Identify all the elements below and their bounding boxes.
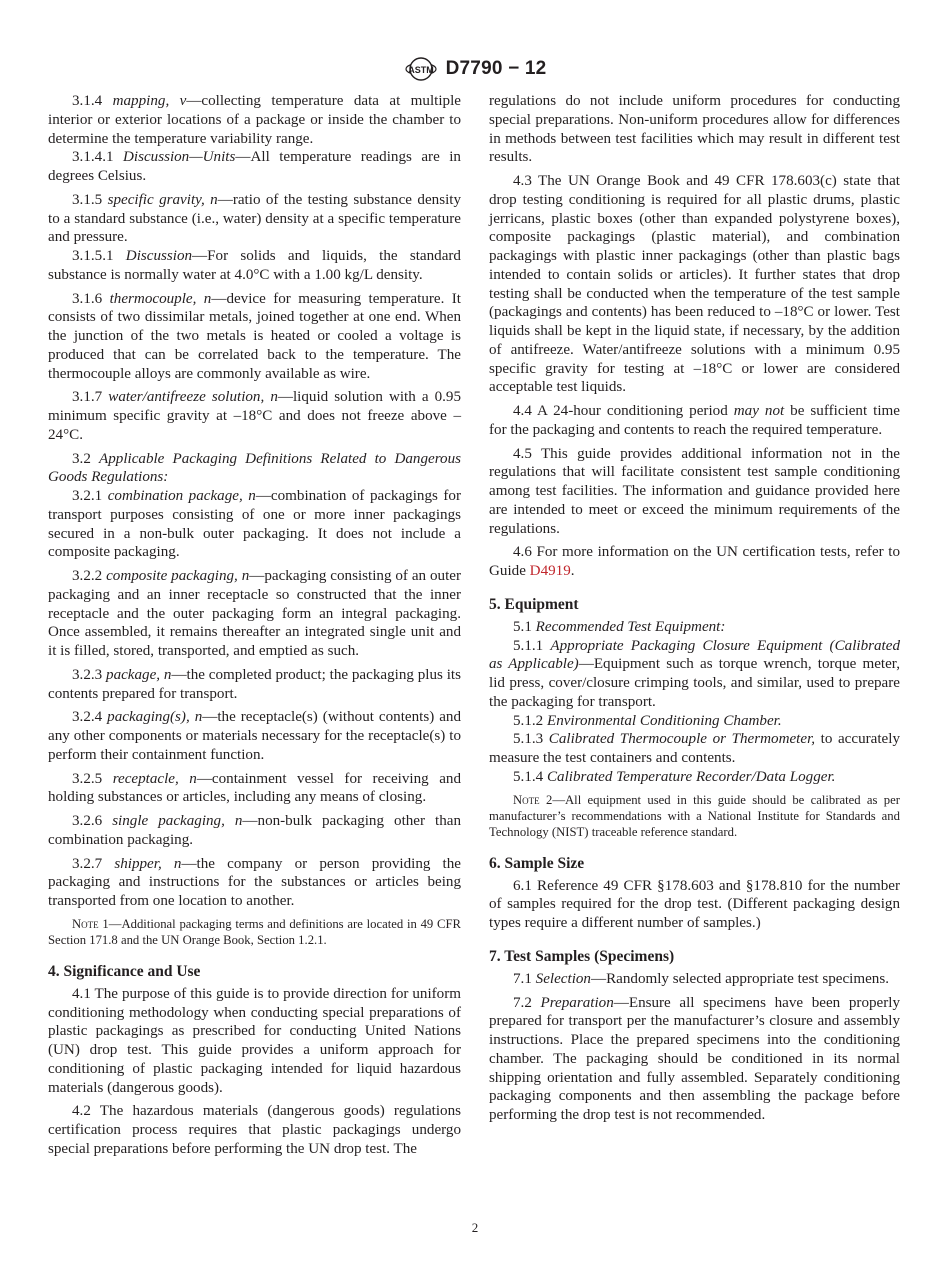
section-3-2-7: 3.2.7 shipper, n—the company or person providing the packaging and instructions for the substances or articles being transported from one location to another.	[48, 855, 461, 909]
svg-text:ASTM: ASTM	[407, 65, 434, 75]
page-number: 2	[471, 1220, 479, 1235]
section-4-6: 4.6 For more information on the UN certification tests, refer to Guide D4919.	[489, 544, 900, 579]
heading-test-samples: 7. Test Samples (Specimens)	[489, 947, 675, 965]
page-header	[0, 52, 950, 86]
section-4-4: 4.4 A 24-hour conditioning period may not be sufficient time for the packaging and contents to reach the required temperature.	[489, 403, 900, 438]
document-id: D7790 − 12	[445, 58, 547, 79]
section-4-2: 4.2 The hazardous materials (dangerous goods) regulations certification process requires that plastic packagings undergo special preparations before performing the UN drop test. The	[48, 1103, 461, 1157]
section-5-1-4: 5.1.4 Calibrated Temperature Recorder/Data Logger.	[513, 768, 836, 785]
section-3-2: 3.2 Applicable Packaging Definitions Related to Dangerous Goods Regulations:	[48, 450, 461, 486]
section-3-1-4-1: 3.1.4.1 Discussion—Units—All temperature readings are in degrees Celsius.	[48, 149, 461, 184]
section-3-1-6: 3.1.6 thermocouple, n—device for measuring temperature. It consists of two dissimilar metals, joined together at one end. When the junction of the two metals is heated or cooled a voltage is produced that can be correlated back to the temperature. The thermocouple alloys are commonly available as wire.	[48, 290, 461, 382]
section-3-2-2: 3.2.2 composite packaging, n—packaging consisting of an outer packaging and an inner receptacle so constructed that the inner receptacle and the outer packaging form an integral packaging. Once assembled, it remains thereafter an integrated single unit and it is filled, stored, transported, and emptied as such.	[48, 568, 461, 659]
section-3-2-5: 3.2.5 receptacle, n—containment vessel for receiving and holding substances or articles, including any means of closing.	[48, 770, 461, 806]
section-3-2-6: 3.2.6 single packaging, n—non-bulk packaging other than combination packaging.	[48, 813, 462, 848]
heading-significance-and-use: 4. Significance and Use	[48, 962, 201, 980]
note-2: Note 2—All equipment used in this guide should be calibrated as per manufacturer’s recommendations with a National Institute for Standards and Technology (NIST) traceable reference standard.	[489, 792, 900, 839]
section-3-2-4: 3.2.4 packaging(s), n—the receptacle(s) (without contents) and any other components or materials necessary for the receptacle(s) to perform their containment function.	[48, 709, 461, 763]
section-7-2: 7.2 Preparation—Ensure all specimens have been properly prepared for transport per the manufacturer’s closure and assembly instructions. Place the prepared specimens into the conditioning chamber. The packaging should be conditioned in its normal shipping orientation and fully assembled. Separately conditioning packaging components and then assembling the package before performing the drop test is not recommended.	[489, 994, 900, 1123]
section-4-5: 4.5 This guide provides additional information not in the regulations that will facilitate consistent test sample conditioning among test facilities. The information and guidance provided here are intended to meet or exceed the minimum requirements of the regulations.	[489, 445, 900, 537]
section-7-1: 7.1 Selection—Randomly selected appropriate test specimens.	[513, 970, 889, 987]
section-3-2-1: 3.2.1 combination package, n—combination of packagings for transport purposes consisting of one or more inner packagings secured in a non-bulk outer packaging. It does not include a composite packaging.	[48, 488, 461, 561]
section-4-1: 4.1 The purpose of this guide is to provide direction for uniform conditioning methodology when conducting special preparations of plastic packagings as prescribed for conducting United Nations (UN) drop test. This guide provides a uniform approach for conditioning of plastic packaging intended for liquid hazardous materials (dangerous goods).	[48, 985, 461, 1096]
section-5-1-2: 5.1.2 Environmental Conditioning Chamber.	[513, 712, 782, 729]
section-5-1: 5.1 Recommended Test Equipment:	[513, 618, 726, 635]
section-4-3: 4.3 The UN Orange Book and 49 CFR 178.603(c) state that drop testing conditioning is required for all plastic drums, plastic jerricans, plastic boxes (other than expanded polystyrene boxes), composite packagings (plastic material), and combination packagings with plastic inner packagings (other than plastic bags intended to contain solids or articles). It further states that drop testing shall be conducted when the temperature of the test sample (packagings and contents) has been reduced to –18°C or lower. Test liquids shall be kept in the liquid state, if necessary, by the addition of antifreeze. Water/antifreeze solutions with a minimum 0.95 specific gravity for testing at –18°C or lower are considered acceptable test liquids.	[489, 173, 900, 396]
left-column	[48, 92, 461, 1159]
link-d4919[interactable]: D4919	[529, 563, 571, 579]
section-6-1: 6.1 Reference 49 CFR §178.603 and §178.810 for the number of samples required for the drop test. (Different packaging design types require a different number of samples.)	[489, 877, 900, 931]
astm-logo-icon	[404, 54, 438, 84]
section-3-1-7: 3.1.7 water/antifreeze solution, n—liquid solution with a 0.95 minimum specific gravity at –18°C and does not freeze above –24°C.	[48, 389, 462, 443]
section-3-1-5: 3.1.5 specific gravity, n—ratio of the testing substance density to a standard substance (i.e., water) density at a specific temperature and pressure.	[48, 191, 462, 246]
section-3-1-4: 3.1.4 mapping, v—collecting temperature data at multiple interior or exterior locations of a package or inside the chamber to determine the temperature variability range.	[48, 93, 461, 147]
right-column	[489, 92, 900, 1125]
heading-equipment: 5. Equipment	[489, 595, 579, 613]
section-5-1-1: 5.1.1 Appropriate Packaging Closure Equipment (Calibrated as Applicable)—Equipment such as torque wrench, torque meter, lid press, cover/closure crimping tools, and similar, used to prepare the packaging for transport.	[489, 637, 900, 710]
note-1: Note 1—Additional packaging terms and definitions are located in 49 CFR Section 171.8 and the UN Orange Book, Section 1.2.1.	[48, 916, 461, 947]
heading-sample-size: 6. Sample Size	[489, 854, 585, 872]
section-3-1-5-1: 3.1.5.1 Discussion—For solids and liquids, the standard substance is normally water at 4.0°C with a 1.00 kg/L density.	[48, 248, 461, 283]
section-3-2-3: 3.2.3 package, n—the completed product; the packaging plus its contents prepared for transport.	[48, 666, 461, 702]
section-4-2-continued: regulations do not include uniform procedures for conducting special preparations. Non-uniform procedures allow for differences in methods between test facilities which may result in different test results.	[489, 93, 900, 166]
section-5-1-3: 5.1.3 Calibrated Thermocouple or Thermometer, to accurately measure the test containers and contents.	[489, 731, 900, 766]
